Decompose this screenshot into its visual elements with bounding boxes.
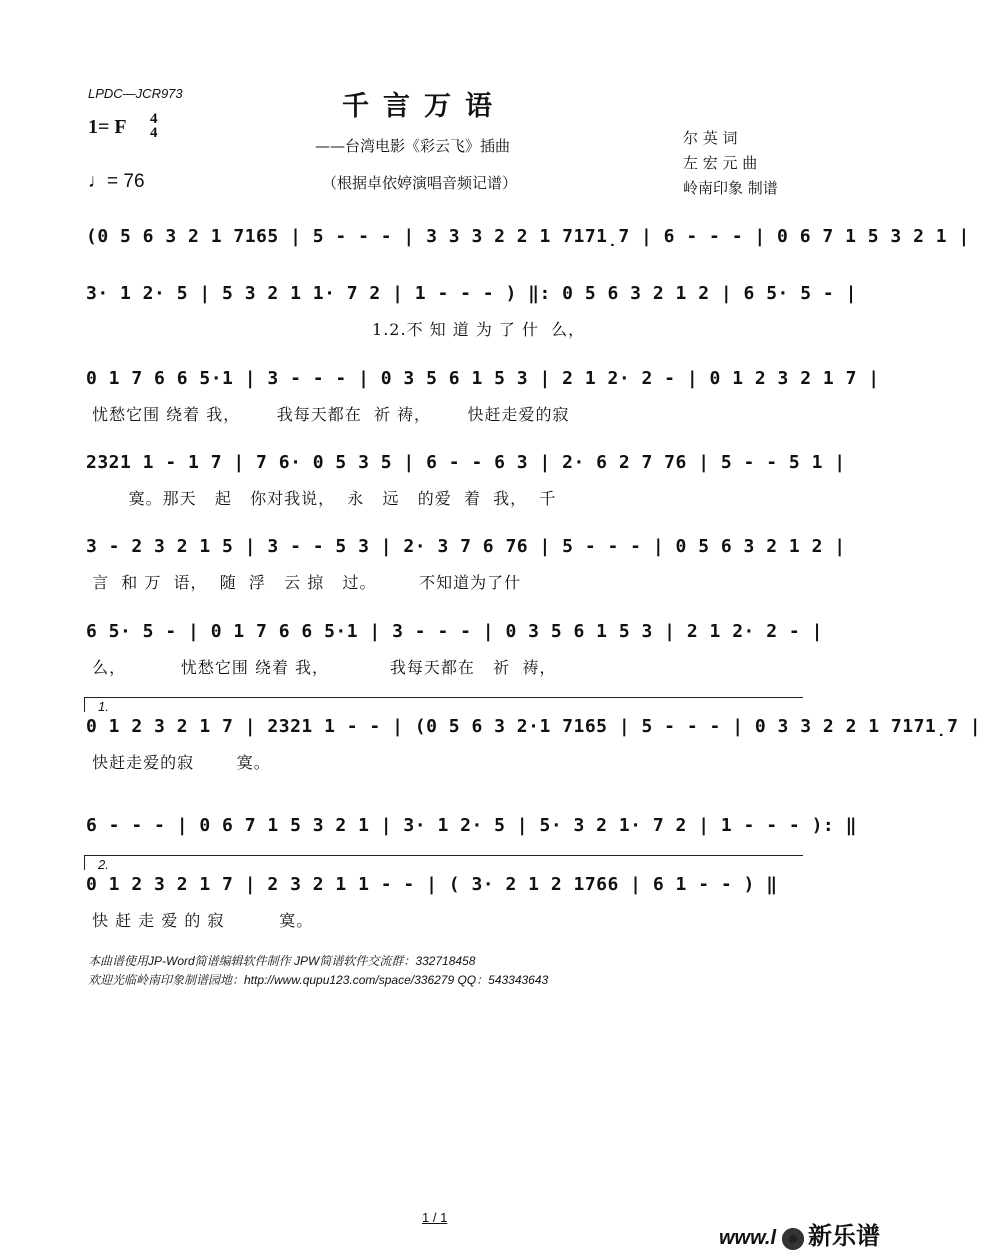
lyric-line: 快 赶 走 爱 的 寂 寞。 [86, 911, 314, 930]
score-code: LPDC—JCR973 [88, 86, 183, 101]
notation-line: 0 1 2 3 2 1 7 | 2321 1 - - | (0 5 6 3 2·1 7165 | 5 - - - | 0 3 3 2 2 1 7171̣7 | [86, 716, 981, 737]
score-row [86, 621, 823, 679]
composer-credit: 左 宏 元 曲 [683, 154, 758, 172]
score-row [86, 226, 970, 284]
score-row [86, 452, 846, 510]
lyric-line: 忧愁它围 绕着 我， 我每天都在 祈 祷， 快赶走爱的寂 [86, 405, 570, 424]
notation-line: 0 1 7 6 6 5·1 | 3 - - - | 0 3 5 6 1 5 3 | 2 1 2· 2 - | 0 1 2 3 2 1 7 | [86, 368, 880, 389]
lyricist-credit: 尔 英 词 [683, 129, 738, 147]
watermark-url: www.l [718, 1227, 776, 1249]
key-signature: 1= F [88, 116, 127, 138]
first-ending-bracket [84, 697, 803, 712]
watermark [719, 1216, 880, 1251]
notation-line: 6 5· 5 - | 0 1 7 6 6 5·1 | 3 - - - | 0 3 5 6 1 5 3 | 2 1 2· 2 - | [86, 621, 823, 642]
watermark-brand: 新乐谱 [808, 1223, 880, 1250]
tempo-marking: ♩= 76 [88, 171, 145, 192]
transcription-note: （根据卓依婷演唱音频记谱） [322, 174, 518, 192]
score-row [86, 874, 806, 932]
time-signature-top: 4 [150, 111, 158, 127]
notation-line: 2321 1 - 1 7 | 7 6· 0 5 3 5 | 6 - - 6 3 | 2· 6 2 7 76 | 5 - - 5 1 | [86, 452, 846, 473]
footer-line-2: 欢迎光临岭南印象制谱园地：http://www.qupu123.com/space/336279 QQ：543343643 [88, 973, 549, 987]
score-row [86, 716, 981, 774]
score-row [86, 536, 846, 594]
notation-line: 6 - - - | 0 6 7 1 5 3 2 1 | 3· 1 2· 5 | 5· 3 2 1· 7 2 | 1 - - - ): ‖ [86, 815, 857, 836]
notation-line: 0 1 2 3 2 1 7 | 2 3 2 1 1 - - | ( 3· 2 1 2 1766 | 6 1 - - ) ‖ [86, 874, 778, 895]
vinyl-disc-icon [782, 1228, 804, 1250]
second-ending-bracket [84, 855, 803, 870]
score-row [86, 283, 857, 341]
lyric-line: 言 和 万 语， 随 浮 云 掠 过。 不知道为了什 [86, 573, 522, 592]
lyric-line: 快赶走爱的寂 寞。 [86, 753, 271, 772]
first-ending-label: 1. [98, 699, 109, 714]
notation-line: 3· 1 2· 5 | 5 3 2 1 1· 7 2 | 1 - - - ) ‖: 0 5 6 3 2 1 2 | 6 5· 5 - | [86, 283, 857, 304]
lyric-line: 么， 忧愁它围 绕着 我， 我每天都在 祈 祷， [86, 658, 557, 677]
lyric-line: 1.2.不 知 道 为 了 什 么， [86, 320, 586, 339]
second-ending-label: 2. [98, 857, 109, 872]
page-number: 1 / 1 [422, 1210, 448, 1225]
subtitle: ——台湾电影《彩云飞》插曲 [315, 137, 511, 155]
time-signature [150, 112, 158, 140]
lyric-line: 寞。那天 起 你对我说， 永 远 的爱 着 我， 千 [86, 489, 557, 508]
score-row [86, 368, 880, 426]
notation-line: (0 5 6 3 2 1 7165 | 5 - - - | 3 3 3 2 2 1 7171̣7 | 6 - - - | 0 6 7 1 5 3 2 1 | [86, 226, 970, 247]
footer-line-1: 本曲谱使用JP-Word简谱编辑软件制作 JPW简谱软件交流群：332718458 [88, 954, 476, 968]
notation-line: 3 - 2 3 2 1 5 | 3 - - 5 3 | 2· 3 7 6 76 | 5 - - - | 0 5 6 3 2 1 2 | [86, 536, 846, 557]
time-signature-bottom: 4 [150, 125, 158, 141]
song-title: 千言万语 [342, 91, 506, 122]
arranger-credit: 岭南印象 制谱 [683, 179, 778, 197]
